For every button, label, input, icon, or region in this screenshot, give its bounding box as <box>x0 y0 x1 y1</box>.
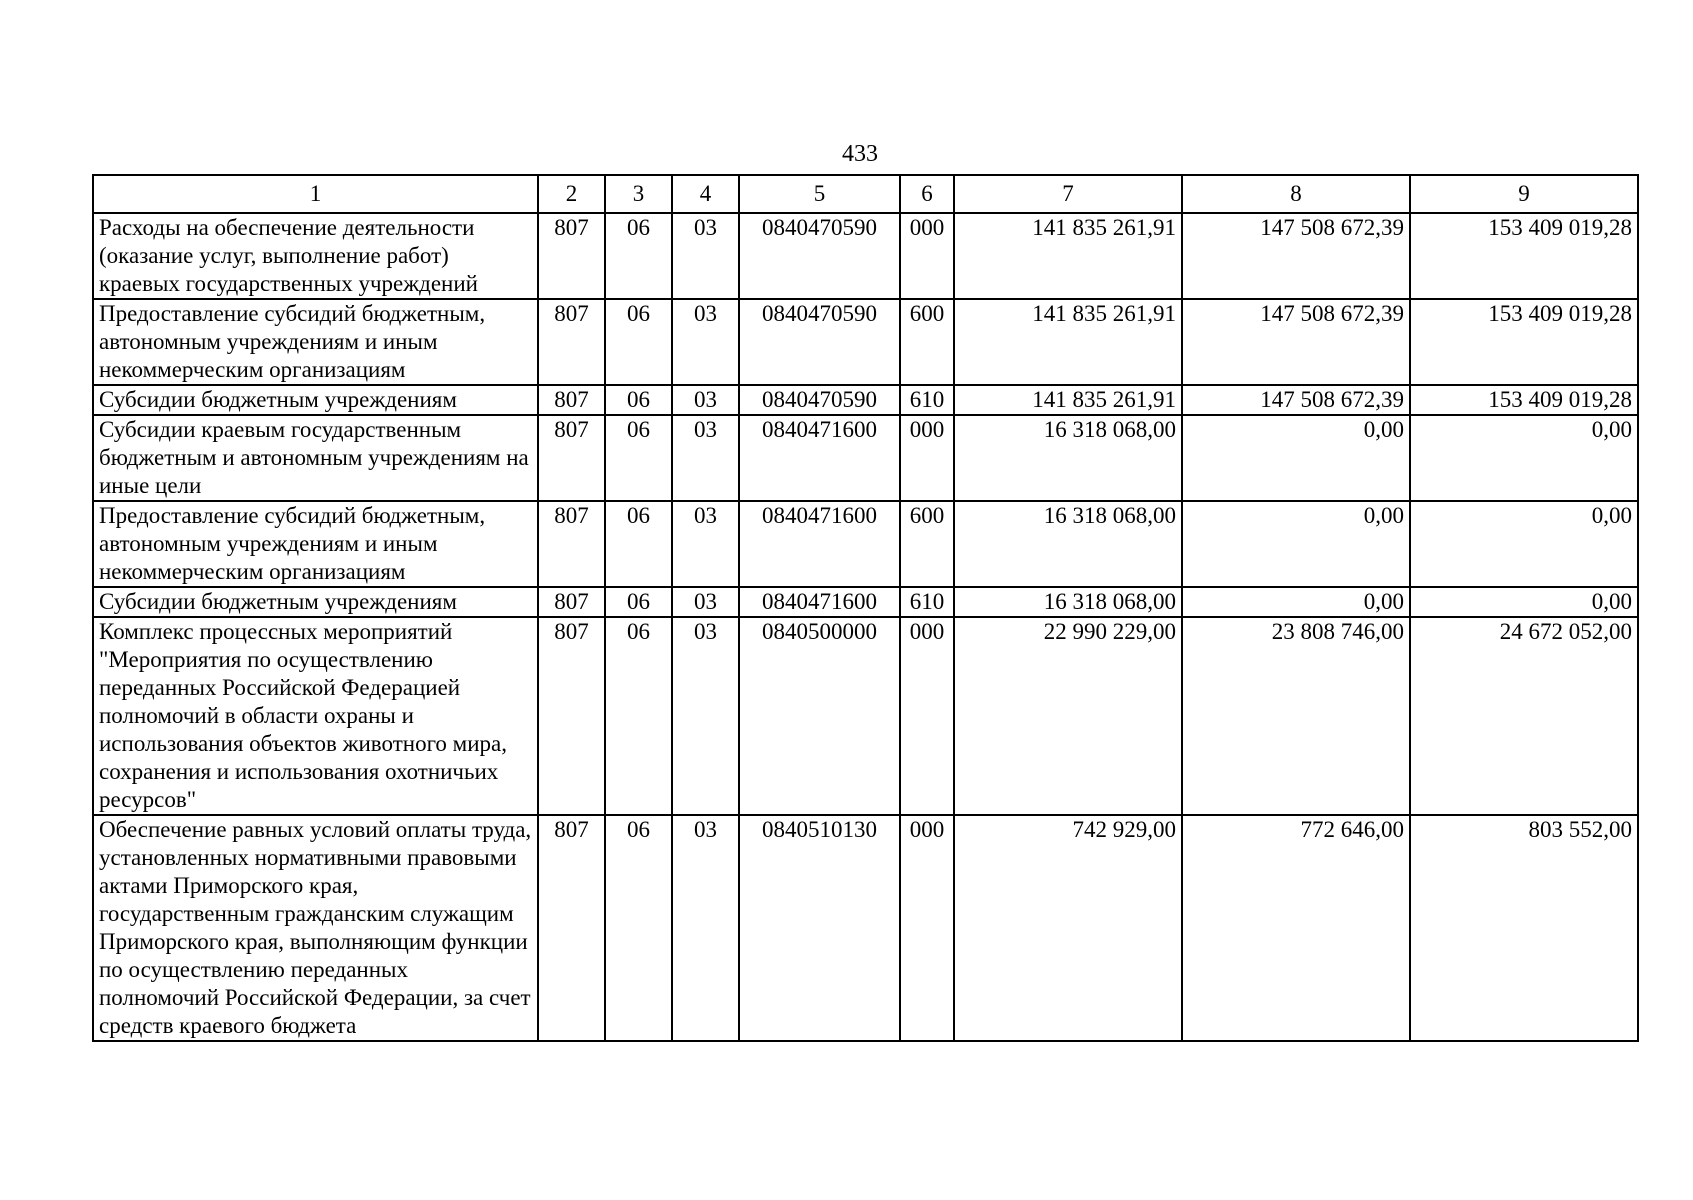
code-cell: 000 <box>900 415 954 501</box>
code-cell: 000 <box>900 213 954 299</box>
table-row <box>93 385 1638 415</box>
amount-cell: 153 409 019,28 <box>1410 299 1638 385</box>
row-description: Субсидии бюджетным учреждениям <box>93 587 538 617</box>
code-cell: 06 <box>605 385 672 415</box>
code-cell: 000 <box>900 815 954 1041</box>
table-row <box>93 213 1638 299</box>
code-cell: 807 <box>538 299 605 385</box>
code-cell: 0840470590 <box>739 213 900 299</box>
code-cell: 03 <box>672 501 739 587</box>
code-cell: 807 <box>538 815 605 1041</box>
row-description: Расходы на обеспечение деятельности (оказание услуг, выполнение работ) краевых государственных учреждений <box>93 213 538 299</box>
amount-cell: 0,00 <box>1182 587 1410 617</box>
amount-cell: 147 508 672,39 <box>1182 213 1410 299</box>
column-header: 3 <box>605 175 672 213</box>
amount-cell: 0,00 <box>1410 587 1638 617</box>
code-cell: 807 <box>538 587 605 617</box>
table-row <box>93 299 1638 385</box>
budget-table <box>92 174 1639 1042</box>
amount-cell: 141 835 261,91 <box>954 299 1182 385</box>
column-header: 4 <box>672 175 739 213</box>
code-cell: 06 <box>605 299 672 385</box>
code-cell: 610 <box>900 587 954 617</box>
code-cell: 0840471600 <box>739 587 900 617</box>
amount-cell: 742 929,00 <box>954 815 1182 1041</box>
amount-cell: 16 318 068,00 <box>954 415 1182 501</box>
code-cell: 807 <box>538 385 605 415</box>
page-number: 433 <box>842 141 878 167</box>
amount-cell: 153 409 019,28 <box>1410 385 1638 415</box>
amount-cell: 772 646,00 <box>1182 815 1410 1041</box>
code-cell: 03 <box>672 213 739 299</box>
code-cell: 0840470590 <box>739 385 900 415</box>
table-row <box>93 587 1638 617</box>
code-cell: 03 <box>672 815 739 1041</box>
code-cell: 06 <box>605 415 672 501</box>
code-cell: 807 <box>538 501 605 587</box>
code-cell: 0840470590 <box>739 299 900 385</box>
code-cell: 06 <box>605 501 672 587</box>
code-cell: 03 <box>672 385 739 415</box>
table-row <box>93 501 1638 587</box>
row-description: Обеспечение равных условий оплаты труда, установленных нормативными правовыми актами Приморского края, государственным гражданским служащим Приморского края, выполняющим функции по осуществлению переданных полномочий Российской Федерации, за счет средств краевого бюджета <box>93 815 538 1041</box>
code-cell: 03 <box>672 617 739 815</box>
code-cell: 807 <box>538 213 605 299</box>
row-description: Предоставление субсидий бюджетным, автономным учреждениям и иным некоммерческим организациям <box>93 299 538 385</box>
amount-cell: 147 508 672,39 <box>1182 385 1410 415</box>
row-description: Предоставление субсидий бюджетным, автономным учреждениям и иным некоммерческим организациям <box>93 501 538 587</box>
amount-cell: 0,00 <box>1410 501 1638 587</box>
amount-cell: 153 409 019,28 <box>1410 213 1638 299</box>
amount-cell: 16 318 068,00 <box>954 587 1182 617</box>
code-cell: 03 <box>672 587 739 617</box>
column-header: 2 <box>538 175 605 213</box>
column-header: 9 <box>1410 175 1638 213</box>
code-cell: 600 <box>900 501 954 587</box>
code-cell: 06 <box>605 213 672 299</box>
code-cell: 0840510130 <box>739 815 900 1041</box>
column-header: 8 <box>1182 175 1410 213</box>
amount-cell: 147 508 672,39 <box>1182 299 1410 385</box>
header-row <box>93 175 1638 213</box>
column-header: 6 <box>900 175 954 213</box>
code-cell: 610 <box>900 385 954 415</box>
amount-cell: 16 318 068,00 <box>954 501 1182 587</box>
column-header: 1 <box>93 175 538 213</box>
code-cell: 600 <box>900 299 954 385</box>
code-cell: 000 <box>900 617 954 815</box>
amount-cell: 23 808 746,00 <box>1182 617 1410 815</box>
amount-cell: 803 552,00 <box>1410 815 1638 1041</box>
table-row <box>93 815 1638 1041</box>
code-cell: 06 <box>605 617 672 815</box>
amount-cell: 141 835 261,91 <box>954 385 1182 415</box>
amount-cell: 0,00 <box>1182 501 1410 587</box>
column-header: 5 <box>739 175 900 213</box>
amount-cell: 22 990 229,00 <box>954 617 1182 815</box>
amount-cell: 0,00 <box>1410 415 1638 501</box>
code-cell: 06 <box>605 815 672 1041</box>
code-cell: 0840500000 <box>739 617 900 815</box>
amount-cell: 24 672 052,00 <box>1410 617 1638 815</box>
code-cell: 06 <box>605 587 672 617</box>
column-header: 7 <box>954 175 1182 213</box>
code-cell: 0840471600 <box>739 501 900 587</box>
code-cell: 03 <box>672 415 739 501</box>
row-description: Субсидии краевым государственным бюджетным и автономным учреждениям на иные цели <box>93 415 538 501</box>
code-cell: 807 <box>538 617 605 815</box>
code-cell: 807 <box>538 415 605 501</box>
code-cell: 0840471600 <box>739 415 900 501</box>
table-row <box>93 415 1638 501</box>
row-description: Субсидии бюджетным учреждениям <box>93 385 538 415</box>
code-cell: 03 <box>672 299 739 385</box>
amount-cell: 141 835 261,91 <box>954 213 1182 299</box>
table-row <box>93 617 1638 815</box>
amount-cell: 0,00 <box>1182 415 1410 501</box>
row-description: Комплекс процессных мероприятий "Мероприятия по осуществлению переданных Российской Федерацией полномочий в области охраны и использования объектов животного мира, сохранения и использования охотничьих ресурсов" <box>93 617 538 815</box>
